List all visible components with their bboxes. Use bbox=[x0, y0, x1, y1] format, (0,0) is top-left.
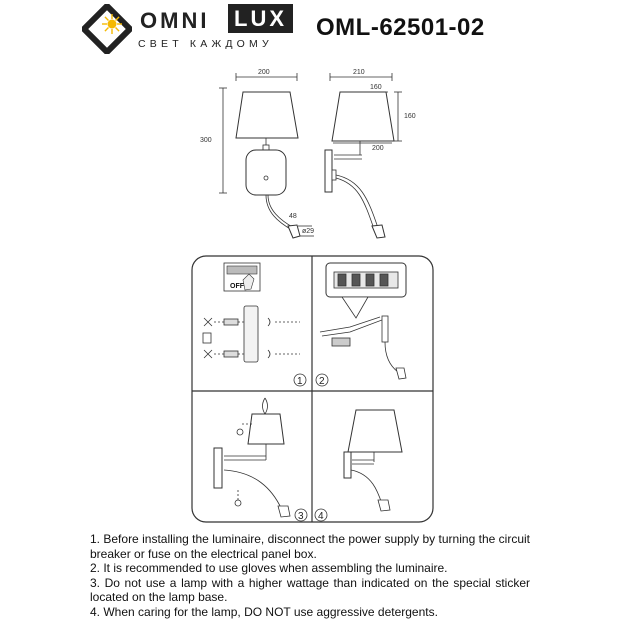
front-width-label: 200 bbox=[258, 69, 270, 76]
shade-bottom-label: 200 bbox=[372, 145, 384, 152]
side-view-drawing bbox=[325, 73, 402, 238]
front-view-drawing bbox=[219, 73, 314, 238]
shade-top-label: 160 bbox=[370, 84, 382, 91]
brand-name-omni: OMNI bbox=[140, 8, 210, 33]
instruction-2: 2. It is recommended to use gloves when assembling the luminaire. bbox=[90, 561, 448, 576]
model-number: OML-62501-02 bbox=[316, 14, 485, 41]
instruction-3: 3. Do not use a lamp with a higher wattage than indicated on the special sticker located on the lamp base. bbox=[90, 575, 530, 605]
step-number-2: 2 bbox=[319, 376, 325, 387]
side-depth-label: 210 bbox=[353, 69, 365, 76]
instruction-4: 4. When caring for the lamp, DO NOT use aggressive detergents. bbox=[90, 604, 438, 619]
instructions-list bbox=[90, 532, 530, 620]
shade-height-label: 160 bbox=[404, 113, 416, 120]
step-number-4: 4 bbox=[318, 511, 324, 522]
step-number-1: 1 bbox=[297, 376, 303, 387]
step-number-3: 3 bbox=[298, 511, 304, 522]
head-diameter-label: ø29 bbox=[302, 228, 315, 235]
front-height-label: 300 bbox=[200, 137, 212, 144]
brand-slogan: СВЕТ КАЖДОМУ bbox=[138, 38, 273, 50]
arm-length-label: 48 bbox=[289, 213, 297, 220]
brand-name-lux: LUX bbox=[228, 4, 293, 33]
instruction-1: 1. Before installing the luminaire, disconnect the power supply by turning the circuit breaker or fuse on the electrical panel box. bbox=[90, 532, 530, 561]
switch-off-label: OFF bbox=[230, 283, 244, 290]
